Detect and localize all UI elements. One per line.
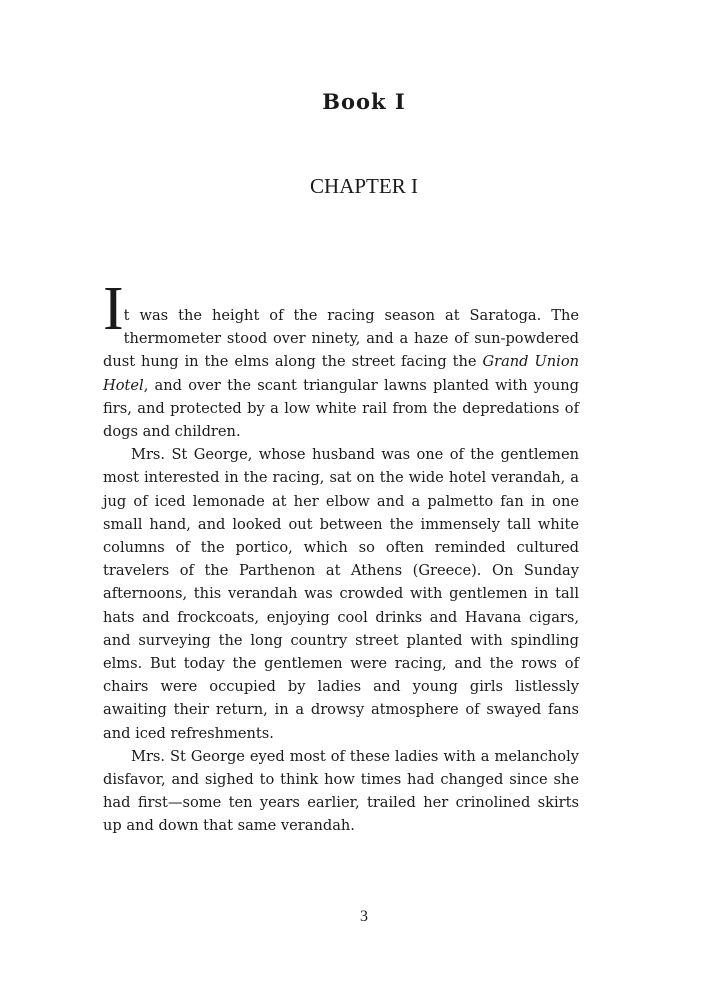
- paragraph-2: Mrs. St George, whose husband was one of the gentlemen most interested in the racing, sat on the wide hotel verandah, a jug of iced lemonade at her elbow and a palmetto fan in one small hand, and looked out between the immensely tall white columns of the portico, which so often reminded cultured travelers of the Parthenon at Athens (Greece). On Sunday afternoons, this verandah was crowded with gentlemen in tall hats and frockcoats, enjoying cool drinks and Havana cigars, and surveying the long country street planted with spindling elms. But today the gentlemen were racing, and the rows of chairs were occupied by ladies and young girls listlessly awaiting their return, in a drowsy atmosphere of swayed fans and iced refreshments.: [103, 446, 579, 742]
- chapter-title: CHAPTER I: [310, 174, 418, 198]
- paragraph-1-text-b: , and over the scant triangular lawns planted with young firs, and protected by a low white rail from the depredations of dogs and children.: [103, 376, 579, 441]
- body-text: [103, 275, 579, 838]
- drop-cap: I: [103, 275, 124, 343]
- page-number: 3: [360, 908, 368, 925]
- paragraph-1-text-a: t was the height of the racing season at Saratoga. The thermometer stood over ninety, and a haze of sun-powdered dust hung in the elms along the street facing the: [103, 307, 579, 371]
- paragraph-3: Mrs. St George eyed most of these ladies with a melancholy disfavor, and sighed to think how times had changed since she had first—some ten years earlier, trailed her crinolined skirts up and down that same verandah.: [103, 747, 579, 835]
- book-title: Book I: [322, 89, 406, 114]
- paragraph-1: [103, 275, 579, 443]
- hotel-name: Grand Union Hotel: [103, 353, 579, 394]
